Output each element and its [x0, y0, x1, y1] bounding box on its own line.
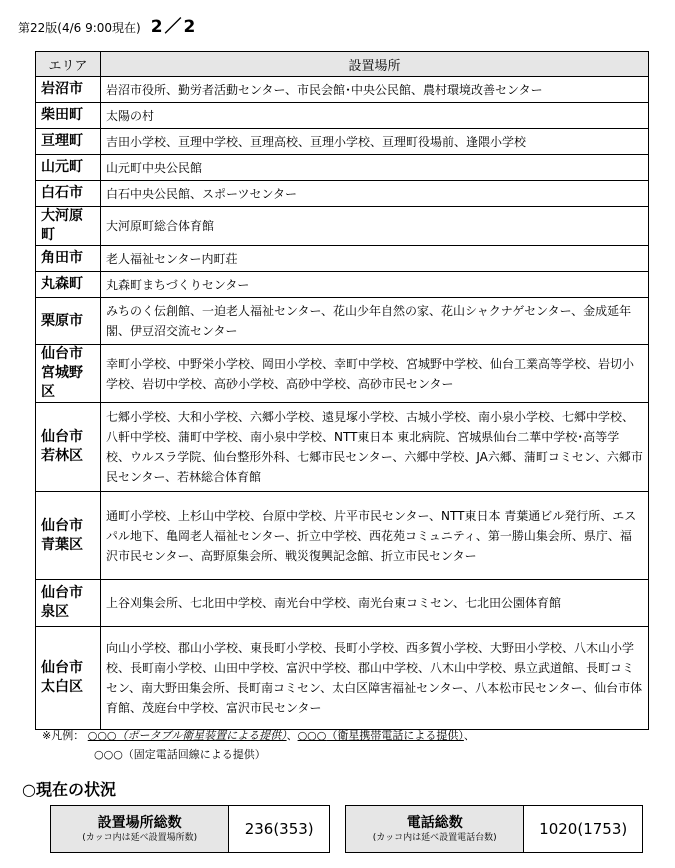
- area-cell: 仙台市若林区: [36, 403, 101, 492]
- area-cell: 仙台市太白区: [36, 627, 101, 730]
- area-cell: 亘理町: [36, 129, 101, 155]
- legend-prefix: ※凡例：: [42, 729, 85, 742]
- legend-satellite-phone: ○○○（衛星携帯電話による提供）: [297, 729, 464, 742]
- location-total-label: 設置場所総数 (カッコ内は延べ設置場所数): [51, 806, 229, 852]
- table-row: [36, 580, 649, 627]
- area-cell: 岩沼市: [36, 77, 101, 103]
- places-cell: 上谷刈集会所、七北田中学校、南光台中学校、南光台東コミセン、七北田公園体育館: [101, 580, 649, 627]
- places-cell: 向山小学校、郡山小学校、東長町小学校、長町小学校、西多賀小学校、大野田小学校、八木山小学校、長町南小学校、山田中学校、富沢中学校、郡山中学校、八木山中学校、県立武道館、長町コミセン、南大野田集会所、長町南コミセン、太白区障害福祉センター、八本松市民センター、仙台市体育館、茂庭台中学校、富沢市民センター: [101, 627, 649, 730]
- table-row: [36, 103, 649, 129]
- column-header-places: 設置場所: [101, 52, 649, 77]
- document-header: [18, 12, 197, 37]
- table-row: [36, 129, 649, 155]
- area-cell: 栗原市: [36, 298, 101, 345]
- places-cell: 吉田小学校、亘理中学校、亘理高校、亘理小学校、亘理町役場前、逢隈小学校: [101, 129, 649, 155]
- location-total-value: 236(353): [244, 820, 314, 838]
- area-cell: 丸森町: [36, 272, 101, 298]
- table-row: [36, 345, 649, 403]
- area-cell: 仙台市泉区: [36, 580, 101, 627]
- places-cell: 白石中央公民館、スポーツセンター: [101, 181, 649, 207]
- places-cell: みちのく伝創館、一迫老人福祉センター、花山少年自然の家、花山シャクナゲセンター、金成延年閣、伊豆沼交流センター: [101, 298, 649, 345]
- table-row: [36, 246, 649, 272]
- phone-total-box: [345, 805, 643, 853]
- table-row: [36, 181, 649, 207]
- location-total-box: [50, 805, 330, 853]
- phone-total-label: 電話総数 (カッコ内は延べ設置電話台数): [346, 806, 524, 852]
- table-row: [36, 77, 649, 103]
- area-cell: 柴田町: [36, 103, 101, 129]
- places-cell: 大河原町総合体育館: [101, 207, 649, 246]
- legend-line-1: ※凡例： ○○○（ポータブル衛星装置による提供）、○○○（衛星携帯電話による提供）、: [42, 729, 475, 742]
- places-cell: 通町小学校、上杉山中学校、台原中学校、片平市民センター、NTT東日本 青葉通ビル発行所、エスパル地下、亀岡老人福祉センター、折立中学校、西花苑コミュニティ、第一勝山集会所、県庁、福沢市民センター、高野原集会所、戦災復興記念館、折立市民センター: [101, 492, 649, 580]
- area-cell: 白石市: [36, 181, 101, 207]
- places-cell: 岩沼市役所、勤労者活動センター、市民会館･中央公民館、農村環境改善センター: [101, 77, 649, 103]
- table-row: [36, 492, 649, 580]
- area-cell: 仙台市宮城野区: [36, 345, 101, 403]
- table-row: [36, 272, 649, 298]
- area-cell: 大河原町: [36, 207, 101, 246]
- places-cell: 丸森町まちづくりセンター: [101, 272, 649, 298]
- legend: [42, 726, 475, 764]
- column-header-area: エリア: [36, 52, 101, 77]
- legend-fixed-line: ○○○（固定電話回線による提供）: [94, 748, 266, 761]
- page-number: 2／2: [150, 17, 198, 37]
- table-header-row: [36, 52, 649, 77]
- places-cell: 太陽の村: [101, 103, 649, 129]
- table-row: [36, 298, 649, 345]
- table-row: [36, 155, 649, 181]
- table-row: [36, 627, 649, 730]
- area-cell: 角田市: [36, 246, 101, 272]
- area-cell: 山元町: [36, 155, 101, 181]
- places-cell: 老人福祉センター内町荘: [101, 246, 649, 272]
- area-cell: 仙台市青葉区: [36, 492, 101, 580]
- edition-label: 第22版(4/6 9:00現在): [18, 21, 141, 35]
- places-cell: 七郷小学校、大和小学校、六郷小学校、遠見塚小学校、古城小学校、南小泉小学校、七郷中学校、八軒中学校、蒲町中学校、南小泉中学校、NTT東日本 東北病院、宮城県仙台二華中学校･高等学校、ウルスラ学院、仙台整形外科、七郷市民センター、六郷中学校、JA六郷、蒲町コミセン、六郷市民センター、若林総合体育館: [101, 403, 649, 492]
- places-cell: 幸町小学校、中野栄小学校、岡田小学校、幸町中学校、宮城野中学校、仙台工業高等学校、岩切小学校、岩切中学校、高砂小学校、高砂中学校、高砂市民センター: [101, 345, 649, 403]
- table-row: [36, 207, 649, 246]
- phone-total-value: 1020(1753): [539, 820, 628, 838]
- status-title: ○現在の状況: [22, 780, 116, 799]
- places-cell: 山元町中央公民館: [101, 155, 649, 181]
- legend-portable-satellite: ○○○（ポータブル衛星装置による提供）: [87, 729, 287, 742]
- location-table: [35, 51, 649, 730]
- table-row: [36, 403, 649, 492]
- legend-line-2: [42, 745, 475, 764]
